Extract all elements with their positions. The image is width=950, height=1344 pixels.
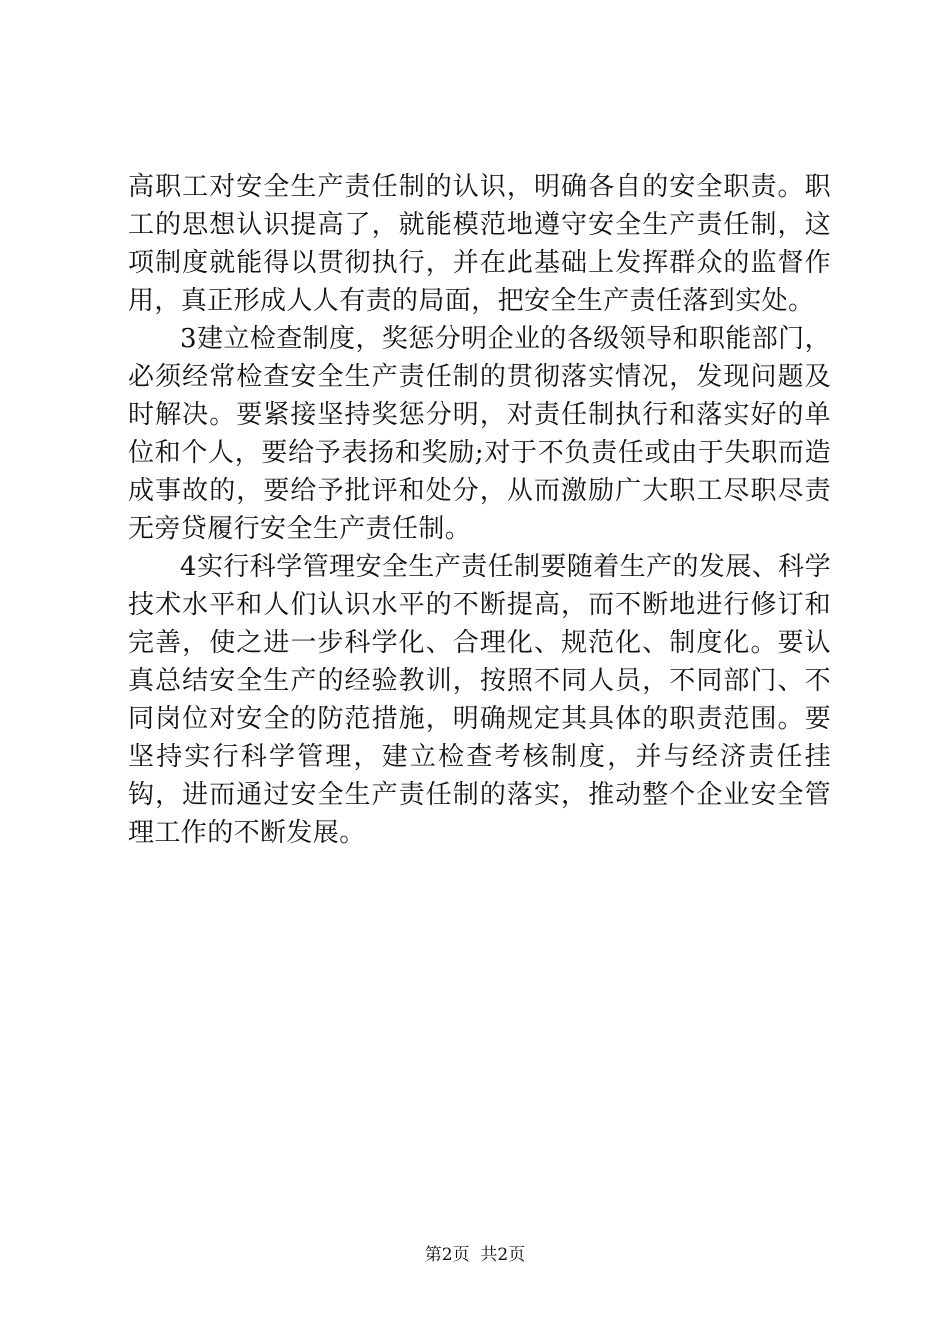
page-number: 第2页 共2页: [424, 1245, 526, 1265]
paragraph-item-4: 4实行科学管理安全生产责任制要随着生产的发展、科学技术水平和人们认识水平的不断提高，而不断地进行修订和完善，使之进一步科学化、合理化、规范化、制度化。要认真总结安全生产的经验教训，按照不同人员，不同部门、不同岗位对安全的防范措施，明确规定其具体的职责范围。要坚持实行科学管理，建立检查考核制度，并与经济责任挂钩，进而通过安全生产责任制的落实，推动整个企业安全管理工作的不断发展。: [128, 552, 831, 848]
paragraph-item-3: 3建立检查制度，奖惩分明企业的各级领导和职能部门，必须经常检查安全生产责任制的贯彻落实情况，发现问题及时解决。要紧接坚持奖惩分明，对责任制执行和落实好的单位和个人，要给予表扬和奖励;对于不负责任或由于失职而造成事故的，要给予批评和处分，从而激励广大职工尽职尽责无旁贷履行安全生产责任制。: [128, 324, 831, 544]
page-footer: [0, 1244, 950, 1266]
document-body: [128, 168, 831, 852]
paragraph-continuation: 高职工对安全生产责任制的认识，明确各自的安全职责。职工的思想认识提高了，就能模范地遵守安全生产责任制，这项制度就能得以贯彻执行，并在此基础上发挥群众的监督作用，真正形成人人有责的局面，把安全生产责任落到实处。: [128, 172, 831, 316]
